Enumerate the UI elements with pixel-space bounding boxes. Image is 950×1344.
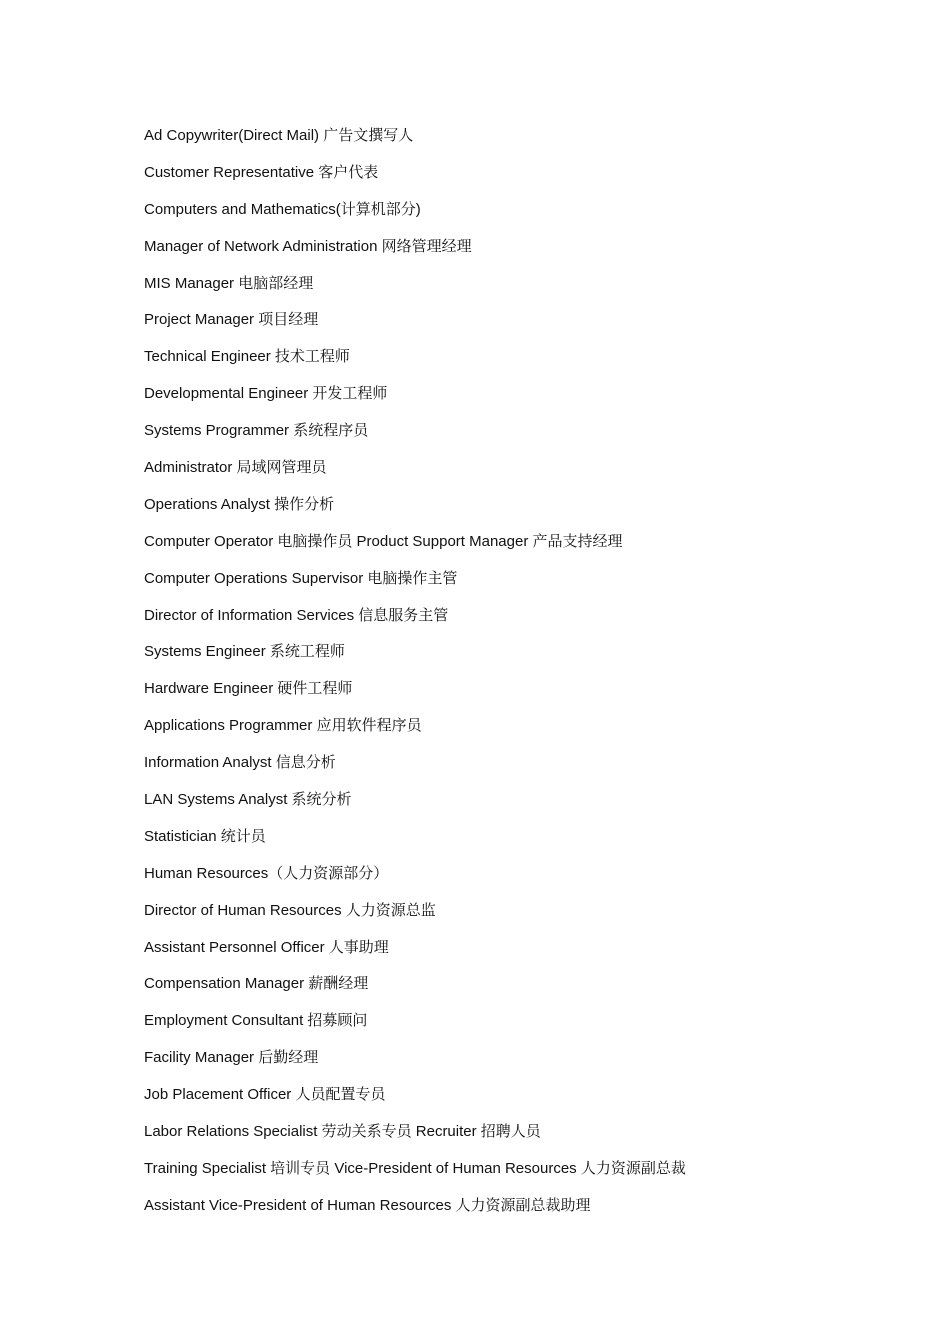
list-line-20: Statistician 统计员 bbox=[144, 827, 266, 845]
list-line-7: Technical Engineer 技术工程师 bbox=[144, 348, 350, 366]
list-line-23: Assistant Personnel Officer 人事助理 bbox=[144, 938, 389, 956]
list-line-17: Applications Programmer 应用软件程序员 bbox=[144, 717, 422, 735]
list-line-27: Job Placement Officer 人员配置专员 bbox=[144, 1086, 386, 1104]
list-line-30: Assistant Vice-President of Human Resources 人力资源副总裁助理 bbox=[144, 1196, 591, 1214]
list-line-24: Compensation Manager 薪酬经理 bbox=[144, 975, 369, 993]
list-line-28: Labor Relations Specialist 劳动关系专员 Recruiter 招聘人员 bbox=[144, 1123, 541, 1141]
list-line-21: Human Resources（人力资源部分） bbox=[144, 864, 389, 882]
list-line-2: Customer Representative 客户代表 bbox=[144, 163, 379, 181]
list-line-14: Director of Information Services 信息服务主管 bbox=[144, 606, 449, 624]
list-line-10: Administrator 局域网管理员 bbox=[144, 459, 327, 477]
list-line-19: LAN Systems Analyst 系统分析 bbox=[144, 791, 352, 809]
list-line-3: Computers and Mathematics(计算机部分) bbox=[144, 200, 421, 218]
list-line-6: Project Manager 项目经理 bbox=[144, 311, 319, 329]
list-line-12: Computer Operator 电脑操作员 Product Support Manager 产品支持经理 bbox=[144, 532, 623, 550]
list-line-25: Employment Consultant 招募顾问 bbox=[144, 1012, 368, 1030]
list-line-11: Operations Analyst 操作分析 bbox=[144, 495, 335, 513]
job-title-list bbox=[144, 125, 904, 1232]
list-line-5: MIS Manager 电脑部经理 bbox=[144, 274, 314, 292]
list-line-15: Systems Engineer 系统工程师 bbox=[144, 643, 345, 661]
list-line-16: Hardware Engineer 硬件工程师 bbox=[144, 680, 353, 698]
list-line-26: Facility Manager 后勤经理 bbox=[144, 1049, 319, 1067]
list-line-8: Developmental Engineer 开发工程师 bbox=[144, 385, 388, 403]
list-line-4: Manager of Network Administration 网络管理经理 bbox=[144, 237, 472, 255]
list-line-13: Computer Operations Supervisor 电脑操作主管 bbox=[144, 569, 458, 587]
list-line-9: Systems Programmer 系统程序员 bbox=[144, 422, 369, 440]
list-line-18: Information Analyst 信息分析 bbox=[144, 754, 336, 772]
list-line-1: Ad Copywriter(Direct Mail) 广告文撰写人 bbox=[144, 127, 414, 144]
list-line-29: Training Specialist 培训专员 Vice-President of Human Resources 人力资源副总裁 bbox=[144, 1159, 686, 1177]
list-line-22: Director of Human Resources 人力资源总监 bbox=[144, 901, 436, 919]
